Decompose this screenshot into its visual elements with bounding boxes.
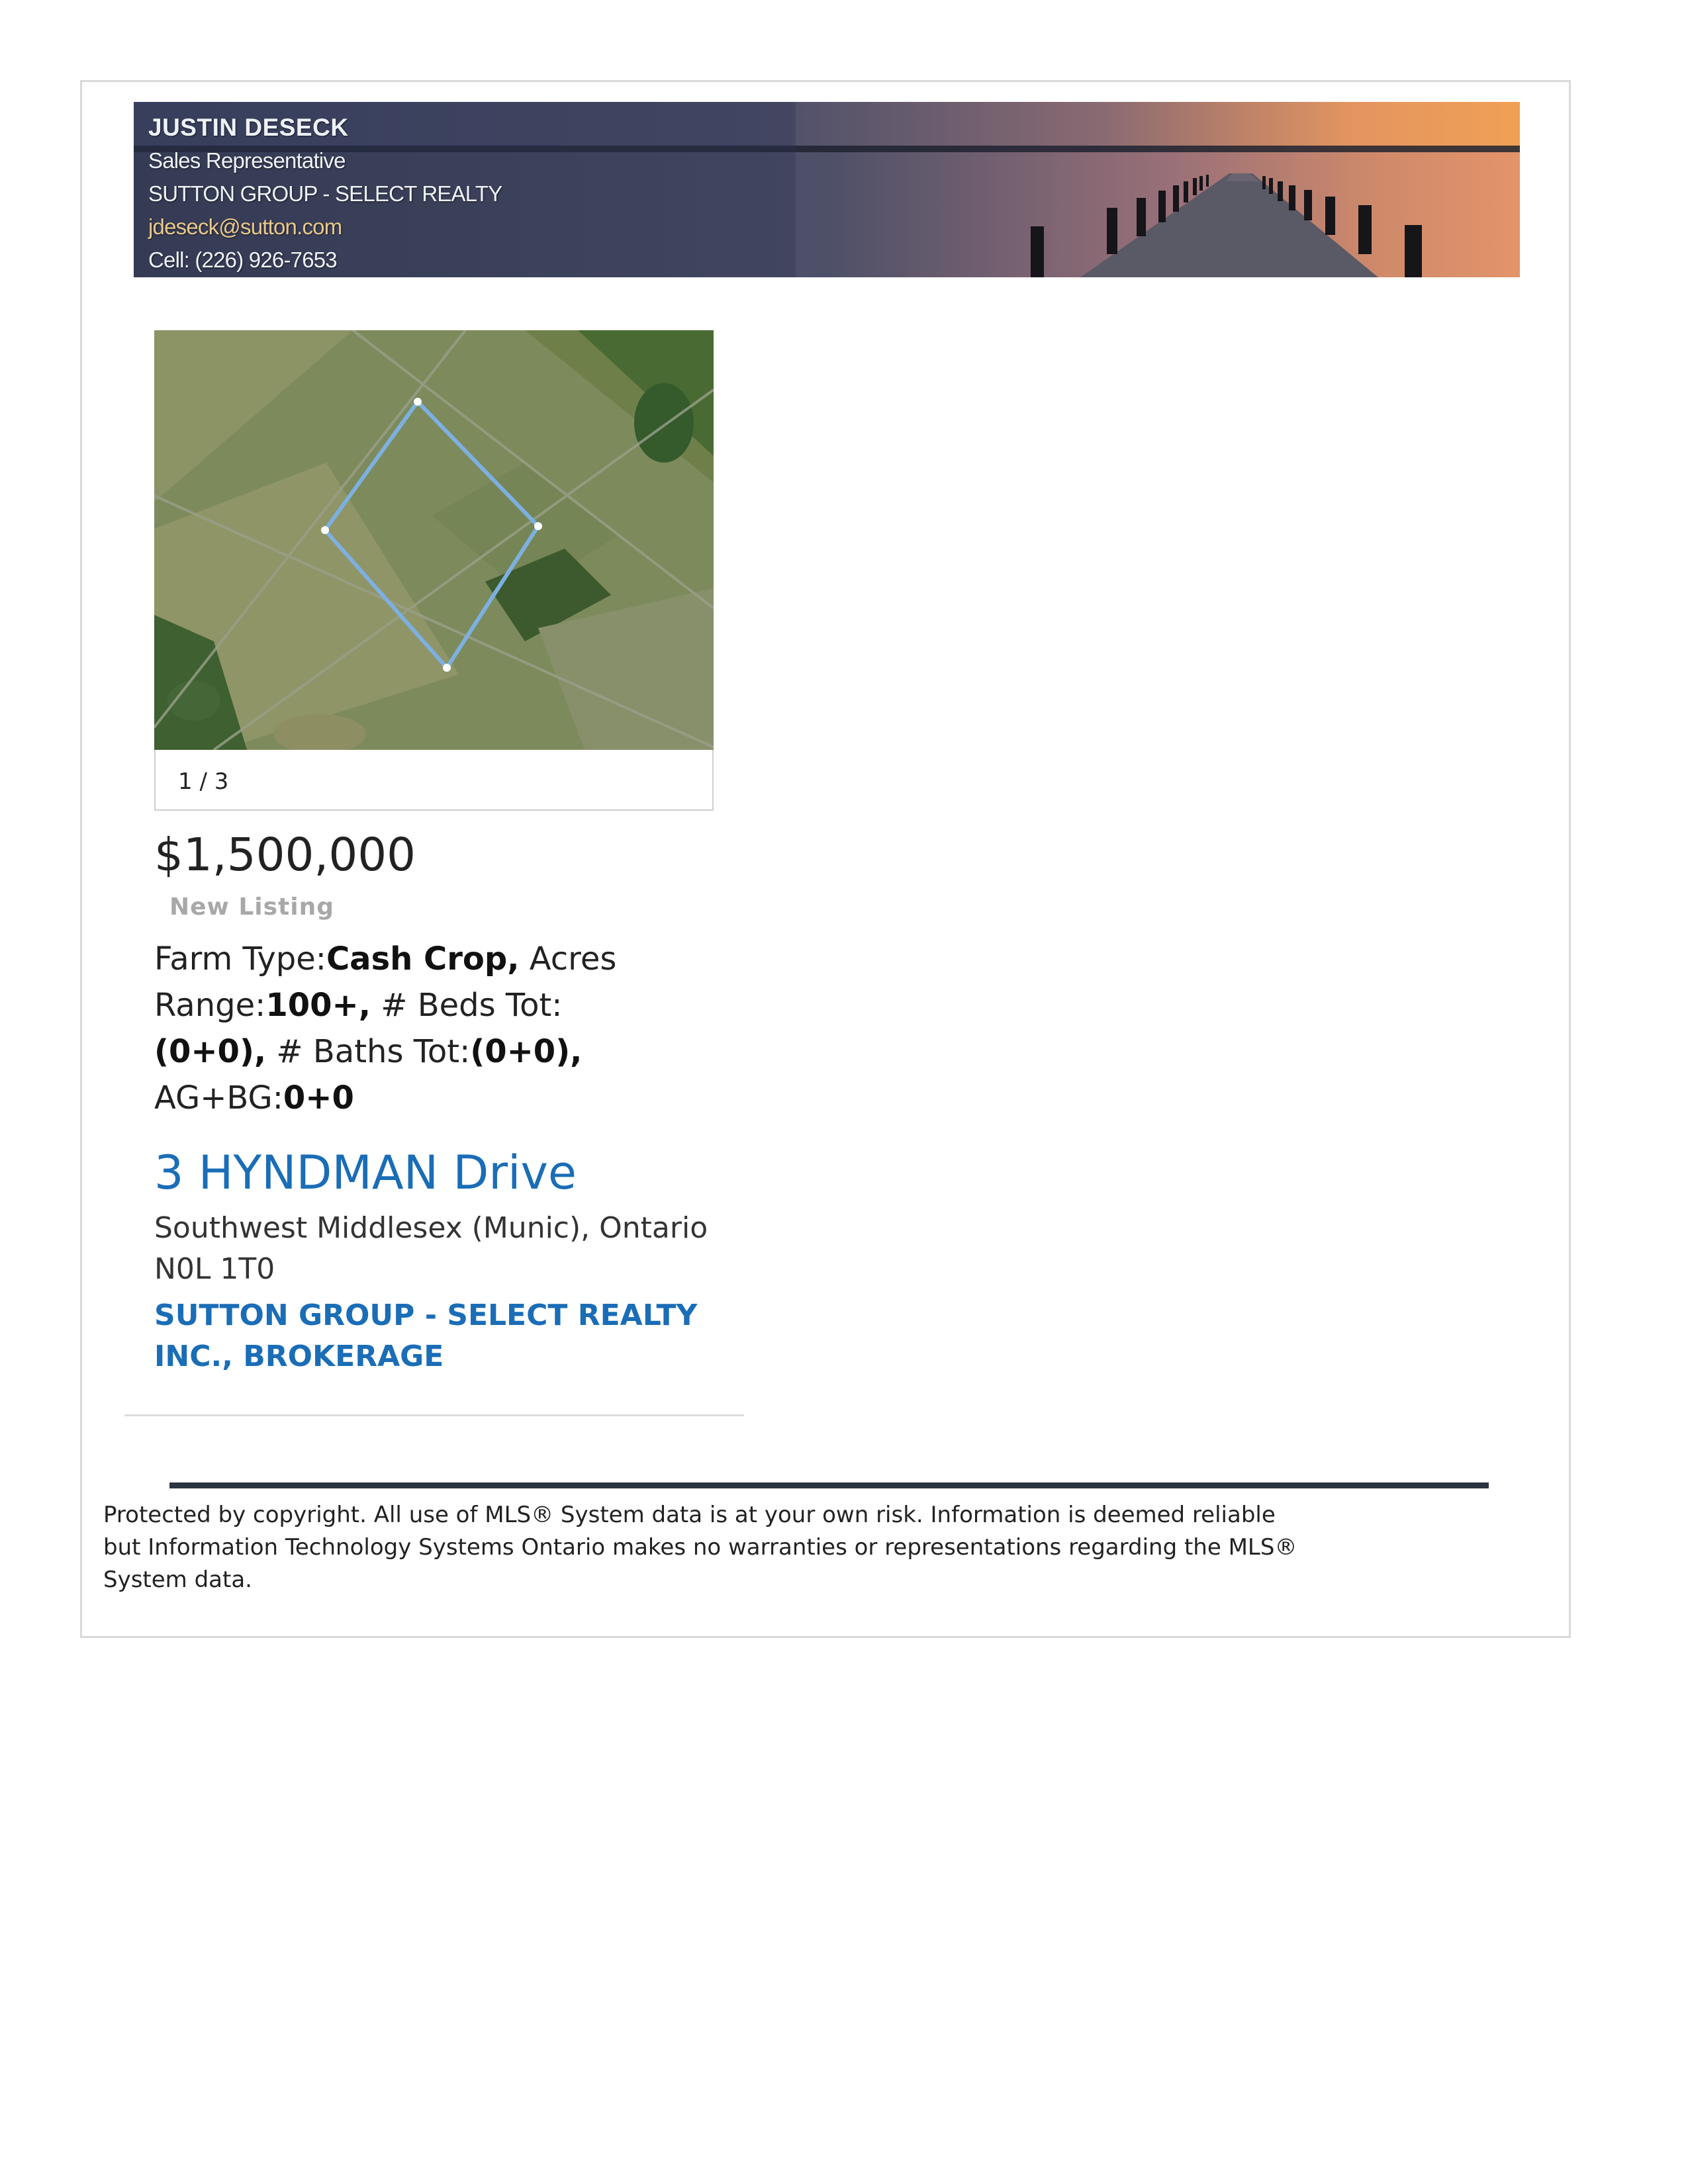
listing-address-link[interactable]: 3 HYNDMAN Drive: [154, 1146, 577, 1200]
spec-value: (0+0),: [154, 1033, 267, 1070]
postal-code: N0L 1T0: [154, 1252, 275, 1286]
brokerage-line: SUTTON GROUP - SELECT REALTY: [154, 1298, 698, 1332]
spec-value: 0+0: [283, 1079, 354, 1116]
aerial-farm-photo[interactable]: [154, 330, 714, 750]
agent-cell: Cell: (226) 926-7653: [148, 248, 337, 272]
spec-value: (0+0),: [470, 1033, 583, 1070]
city-line: Southwest Middlesex (Munic), Ontario: [154, 1211, 708, 1245]
listing-specs: [154, 936, 724, 1121]
agent-banner: [134, 102, 1520, 277]
spec-value: Cash Crop,: [326, 940, 520, 978]
gallery-counter-bar: [154, 750, 714, 811]
spec-label: Farm Type:: [154, 940, 326, 978]
listing-city: [154, 1208, 724, 1290]
listing-price: $1,500,000: [154, 829, 416, 882]
agent-title: Sales Representative: [148, 148, 346, 173]
disclaimer-line: System data.: [103, 1567, 252, 1593]
photo-counter: 1 / 3: [178, 768, 229, 795]
card-divider: [124, 1414, 744, 1416]
disclaimer-line: Protected by copyright. All use of MLS® System data is at your own risk. Information is deemed reliable: [103, 1502, 1276, 1528]
spec-label: # Baths Tot:: [276, 1033, 471, 1070]
spec-label: AG+BG:: [154, 1079, 283, 1116]
brokerage-link[interactable]: [154, 1295, 724, 1377]
agent-name: JUSTIN DESECK: [148, 114, 349, 141]
agent-company: SUTTON GROUP - SELECT REALTY: [148, 181, 502, 206]
listing-status: New Listing: [169, 893, 334, 921]
spec-label: # Beds Tot:: [381, 987, 563, 1024]
copyright-disclaimer: [103, 1499, 1361, 1596]
agent-email[interactable]: jdeseck@sutton.com: [148, 214, 342, 239]
spec-label: Acres Range:: [154, 940, 617, 1024]
disclaimer-line: but Information Technology Systems Ontario makes no warranties or representations regarding the MLS®: [103, 1534, 1297, 1561]
footer-rule: [169, 1482, 1489, 1488]
photo-gallery[interactable]: [154, 330, 714, 811]
spec-value: 100+,: [265, 987, 371, 1024]
brokerage-line: INC., BROKERAGE: [154, 1340, 444, 1373]
